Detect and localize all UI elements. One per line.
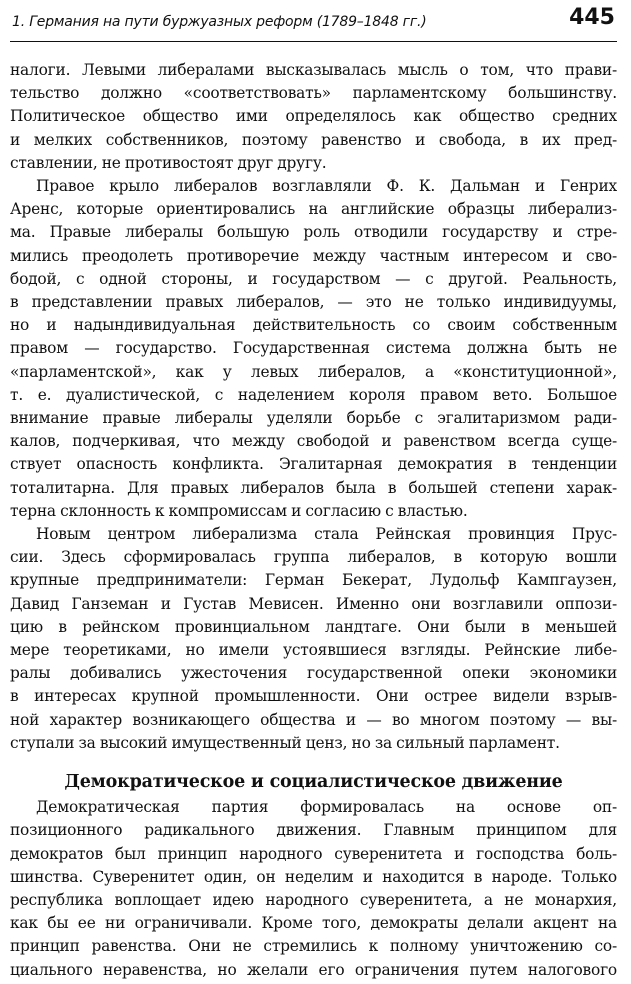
text-line: позиционного радикального движения. Главным принципом для [10, 821, 617, 840]
text-line: ралы добивались ужесточения государственной опеки экономики [10, 664, 617, 683]
text-line: республика воплощает идею народного суверенитета, а не монархия, [10, 890, 617, 909]
text-line: демократов был принцип народного суверенитета и господства боль- [10, 844, 617, 863]
text-line: мились преодолеть противоречие между частным интересом и сво- [10, 246, 617, 265]
text-line: в интересах крупной промышленности. Они острее видели взрыв- [10, 687, 617, 706]
text-line: т. е. дуалистической, с наделением короля правом вето. Большое [10, 385, 617, 404]
text-line: как бы ее ни ограничивали. Кроме того, демократы делали акцент на [10, 914, 617, 933]
text-line: калов, подчеркивая, что между свободой и равенством всегда суще- [10, 432, 617, 451]
text-line: правом — государство. Государственная система должна быть не [10, 339, 617, 358]
text-line: налоги. Левыми либералами высказывалась мысль о том, что прави- [10, 61, 617, 79]
text-line: циального неравенства, но желали его ограничения путем налогового [10, 960, 617, 979]
text-line: Новым центром либерализма стала Рейнская провинция Прус- [36, 525, 617, 544]
text-line: бодой, с одной стороны, и государством — с другой. Реальность, [10, 269, 617, 288]
text-line: Давид Ганземан и Густав Мевисен. Именно они возглавили оппози- [10, 594, 617, 613]
text-line: ставлении, не противостоят друг другу. [10, 153, 327, 172]
paragraph-right-liberals [10, 175, 617, 523]
paragraph-democrats [10, 796, 617, 982]
paragraph-rhine-liberals [10, 523, 617, 755]
running-header [10, 0, 617, 42]
text-line: крупные предприниматели: Герман Бекерат, Лудольф Кампгаузен, [10, 571, 617, 590]
text-line: шинства. Суверенитет один, он неделим и находится в народе. Только [10, 867, 617, 886]
text-line: Правое крыло либералов возглавляли Ф. К. Дальман и Генрих [36, 177, 617, 196]
running-title: 1. Германия на пути буржуазных реформ (1789–1848 гг.) [12, 14, 427, 30]
text-line: сии. Здесь сформировалась группа либералов, в которую вошли [10, 548, 617, 567]
text-line: ступали за высокий имущественный ценз, но за сильный парламент. [10, 733, 560, 752]
section-heading: Демократическое и социалистическое движение [64, 772, 563, 793]
page-number: 445 [569, 5, 615, 30]
text-line: и мелких собственников, поэтому равенство и свобода, в их пред- [10, 130, 617, 149]
text-line: тельство должно «соответствовать» парламентскому большинству. [10, 84, 617, 103]
text-line: ствует опасность конфликта. Эгалитарная демократия в тенденции [10, 455, 617, 474]
text-line: Политическое общество ими определялось как общество средних [10, 107, 617, 126]
text-line: терна склонность к компромиссам и согласию с властью. [10, 501, 468, 520]
text-line: Демократическая партия формировалась на основе оп- [36, 798, 617, 817]
text-line: мере теоретиками, но имели устоявшиеся взгляды. Рейнские либе- [10, 641, 617, 660]
text-line: Аренс, которые ориентировались на английские образцы либерализ- [10, 200, 617, 219]
text-line: тоталитарна. Для правых либералов была в большей степени харак- [10, 478, 617, 497]
text-line: но и надындивидуальная действительность со своим собственным [10, 316, 617, 335]
text-line: в представлении правых либералов, — это не только индивидуумы, [10, 293, 617, 312]
text-line: ной характер возникающего общества и — во многом поэтому — вы- [10, 710, 617, 729]
text-line: принцип равенства. Они не стремились к полному уничтожению со- [10, 937, 617, 956]
text-line: «парламентской», как у левых либералов, а «конституционной», [10, 362, 617, 381]
text-line: ма. Правые либералы большую роль отводили государству и стре- [10, 223, 617, 242]
text-line: внимание правые либералы уделяли борьбе с эгалитаризмом ради- [10, 409, 617, 428]
body-text [10, 59, 617, 982]
text-line: цию в рейнском провинциальном ландтаге. Они были в меньшей [10, 617, 617, 636]
paragraph-left-liberals [10, 59, 617, 175]
